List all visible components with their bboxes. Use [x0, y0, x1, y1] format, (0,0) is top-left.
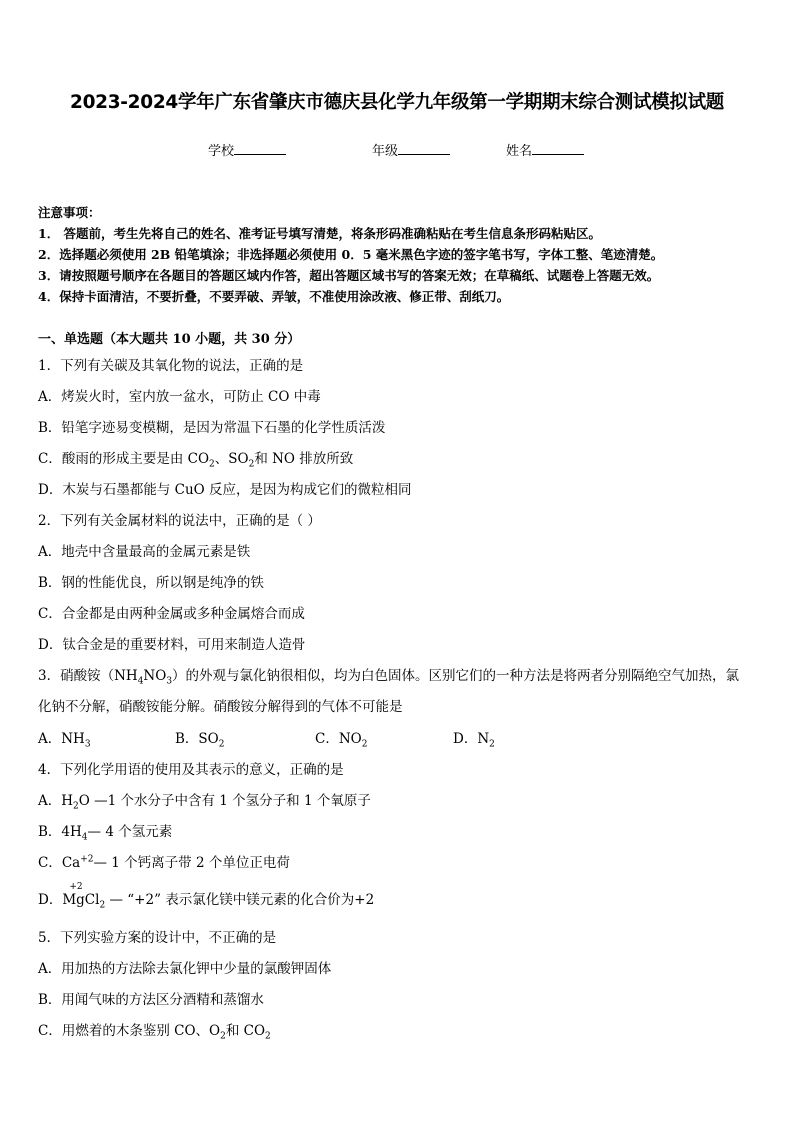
section-heading: 一、单选题（本大题共 10 小题，共 30 分）	[38, 332, 301, 347]
note-item: 2．选择题必须使用 2B 铅笔填涂；非选择题必须使用 0．5 毫米黑色字迹的签字笔书写，字体工整、笔迹清楚。	[38, 247, 664, 262]
question-4-stem: 4．下列化学用语的使用及其表示的意义，正确的是	[38, 762, 344, 778]
question-2-stem: 2．下列有关金属材料的说法中，正确的是（ ）	[38, 513, 321, 529]
question-1-option-d: D．木炭与石墨都能与 CuO 反应，是因为构成它们的微粒相同	[38, 482, 412, 498]
school-field[interactable]	[208, 140, 286, 159]
question-2-option-b: B．钢的性能优良，所以钢是纯净的铁	[38, 575, 264, 591]
grade-field[interactable]	[372, 140, 450, 159]
question-1-option-a: A．烤炭火时，室内放一盆水，可防止 CO 中毒	[38, 389, 321, 405]
question-5-option-b: B．用闻气味的方法区分酒精和蒸馏水	[38, 992, 264, 1008]
question-2-option-a: A．地壳中含量最高的金属元素是铁	[38, 544, 251, 560]
question-2-option-d: D．钛合金是的重要材料，可用来制造人造骨	[38, 637, 306, 653]
question-4-option-a: A．$H_2O$ —1 个水分子中含有 1 个氢分子和 1 个氧原子	[38, 793, 371, 812]
grade-label: 年级	[372, 144, 399, 159]
note-item: 1． 答题前，考生先将自己的姓名、准考证号填写清楚，将条形码准确粘贴在考生信息条形码粘贴区。	[38, 226, 602, 241]
question-3-option-b: B．$SO_2$	[175, 731, 225, 750]
school-label: 学校	[208, 144, 235, 159]
question-3-stem: 3．硝酸铵$(NH_4NO_3)$的外观与氯化钠很相似，均为白色固体。区别它们的一种方法是将两者分别隔绝空气加热，氯	[38, 668, 740, 687]
question-2-option-c: C．合金都是由两种金属或多种金属熔合而成	[38, 606, 305, 622]
notes-heading: 注意事项：	[38, 205, 101, 220]
note-item: 4．保持卡面清洁，不要折叠，不要弄破、弄皱，不准使用涂改液、修正带、刮纸刀。	[38, 289, 510, 304]
question-3-option-c: C．$NO_2$	[315, 731, 368, 750]
name-blank[interactable]	[532, 142, 584, 155]
grade-blank[interactable]	[398, 142, 450, 155]
question-3-option-a: A．$NH_3$	[38, 731, 91, 750]
question-5-option-a: A．用加热的方法除去氯化钾中少量的氯酸钾固体	[38, 961, 332, 977]
note-item: 3．请按照题号顺序在各题目的答题区域内作答，超出答题区域书写的答案无效；在草稿纸、试题卷上答题无效。	[38, 268, 660, 283]
question-4-option-c: C．$Ca^{+2}—$ 1 个钙离子带 2 个单位正电荷	[38, 854, 290, 871]
question-3-stem-cont: 化钠不分解，硝酸铵能分解。硝酸铵分解得到的气体不可能是	[38, 699, 403, 715]
question-5-option-c: C．用燃着的木条鉴别 CO、$O_2$和 $CO_2$	[38, 1023, 271, 1042]
question-1-option-c: C．酸雨的形成主要是由 $CO_2$、$SO_2$和 NO 排放所致	[38, 451, 354, 470]
question-1-stem: 1．下列有关碳及其氧化物的说法，正确的是	[38, 358, 304, 374]
question-1-option-b: B．铅笔字迹易变模糊，是因为常温下石墨的化学性质活泼	[38, 420, 386, 436]
question-4-option-d: D． +2 MgCl$_2$ — “+2” 表示氯化镁中镁元素的化合价为+2	[38, 882, 375, 911]
exam-title: 2023-2024学年广东省肇庆市德庆县化学九年级第一学期期末综合测试模拟试题	[70, 92, 724, 113]
question-5-stem: 5．下列实验方案的设计中，不正确的是	[38, 930, 277, 946]
question-4-option-b: B．$4H_4—$ 4 个氢元素	[38, 824, 173, 843]
valence-formula: +2 MgCl$_2$	[62, 882, 106, 911]
question-3-option-d: D．$N_2$	[453, 731, 495, 750]
school-blank[interactable]	[234, 142, 286, 155]
name-label: 姓名	[506, 144, 533, 159]
name-field[interactable]	[506, 140, 584, 159]
